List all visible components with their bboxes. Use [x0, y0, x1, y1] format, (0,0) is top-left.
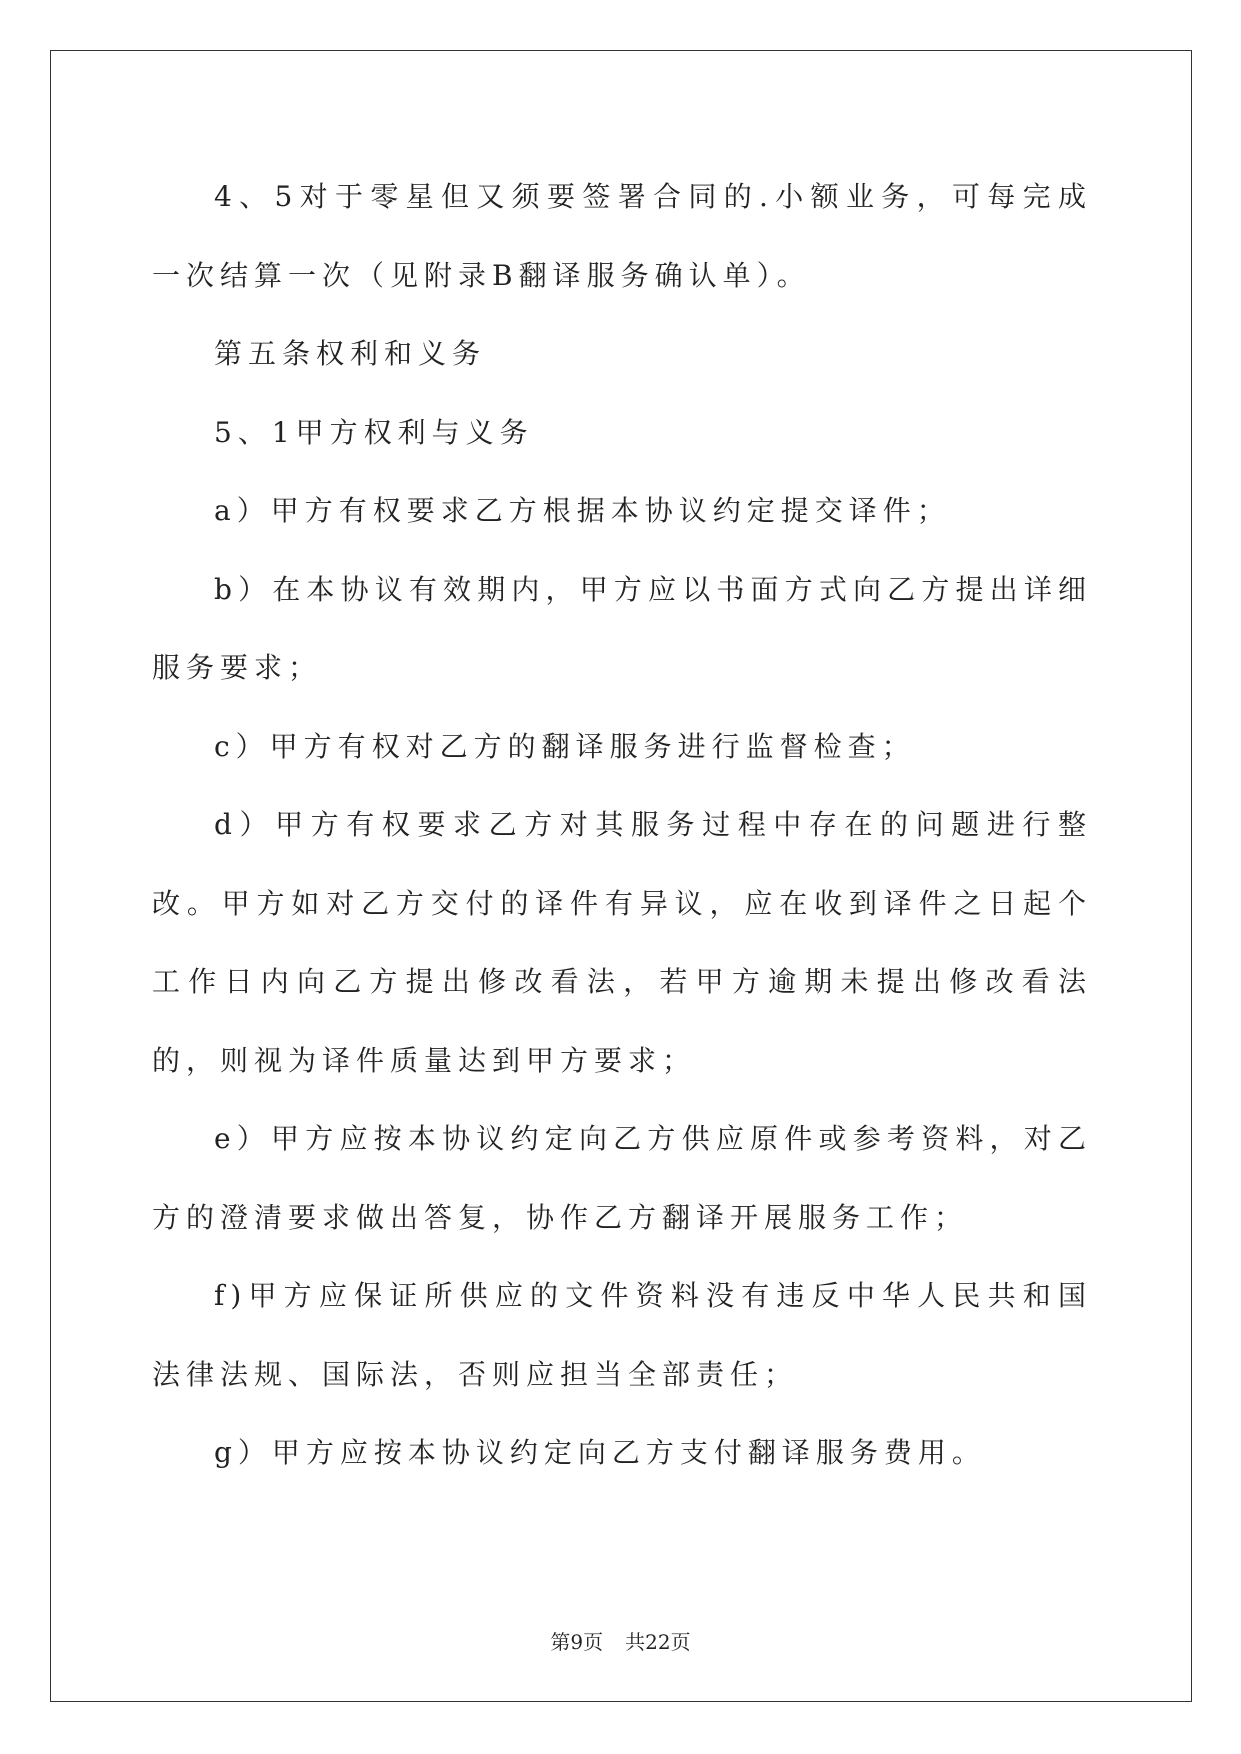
- page-footer: [0, 1626, 1241, 1655]
- paragraph-item-g: g）甲方应按本协议约定向乙方支付翻译服务费用。: [214, 1436, 986, 1469]
- paragraph-settlement: 4、5对于零星但又须要签署合同的.小额业务，可每完成一次结算一次（见附录B翻译服务确认单）。: [152, 180, 1092, 292]
- paragraph-item-f: f)甲方应保证所供应的文件资料没有违反中华人民共和国法律法规、国际法，否则应担当全部责任；: [152, 1279, 1092, 1391]
- paragraph-item-c: c）甲方有权对乙方的翻译服务进行监督检查；: [214, 729, 916, 763]
- paragraph-item-b: b）在本协议有效期内，甲方应以书面方式向乙方提出详细服务要求；: [152, 572, 1092, 684]
- paragraph-section-5-1-heading: 5、1甲方权利与义务: [214, 415, 534, 449]
- page-number-current: 第9页: [550, 1630, 604, 1654]
- document-body: [152, 158, 1092, 1493]
- paragraph-article-five-heading: 第五条权利和义务: [214, 337, 487, 370]
- page-number-total: 共22页: [625, 1630, 691, 1654]
- paragraph-item-d: d）甲方有权要求乙方对其服务过程中存在的问题进行整改。甲方如对乙方交付的译件有异议，应在收到译件之日起个工作日内向乙方提出修改看法，若甲方逾期未提出修改看法的，则视为译件质量达到甲方要求；: [152, 808, 1092, 1077]
- paragraph-item-e: e）甲方应按本协议约定向乙方供应原件或参考资料，对乙方的澄清要求做出答复，协作乙方翻译开展服务工作；: [152, 1122, 1092, 1234]
- paragraph-item-a: a）甲方有权要求乙方根据本协议约定提交译件；: [214, 494, 951, 527]
